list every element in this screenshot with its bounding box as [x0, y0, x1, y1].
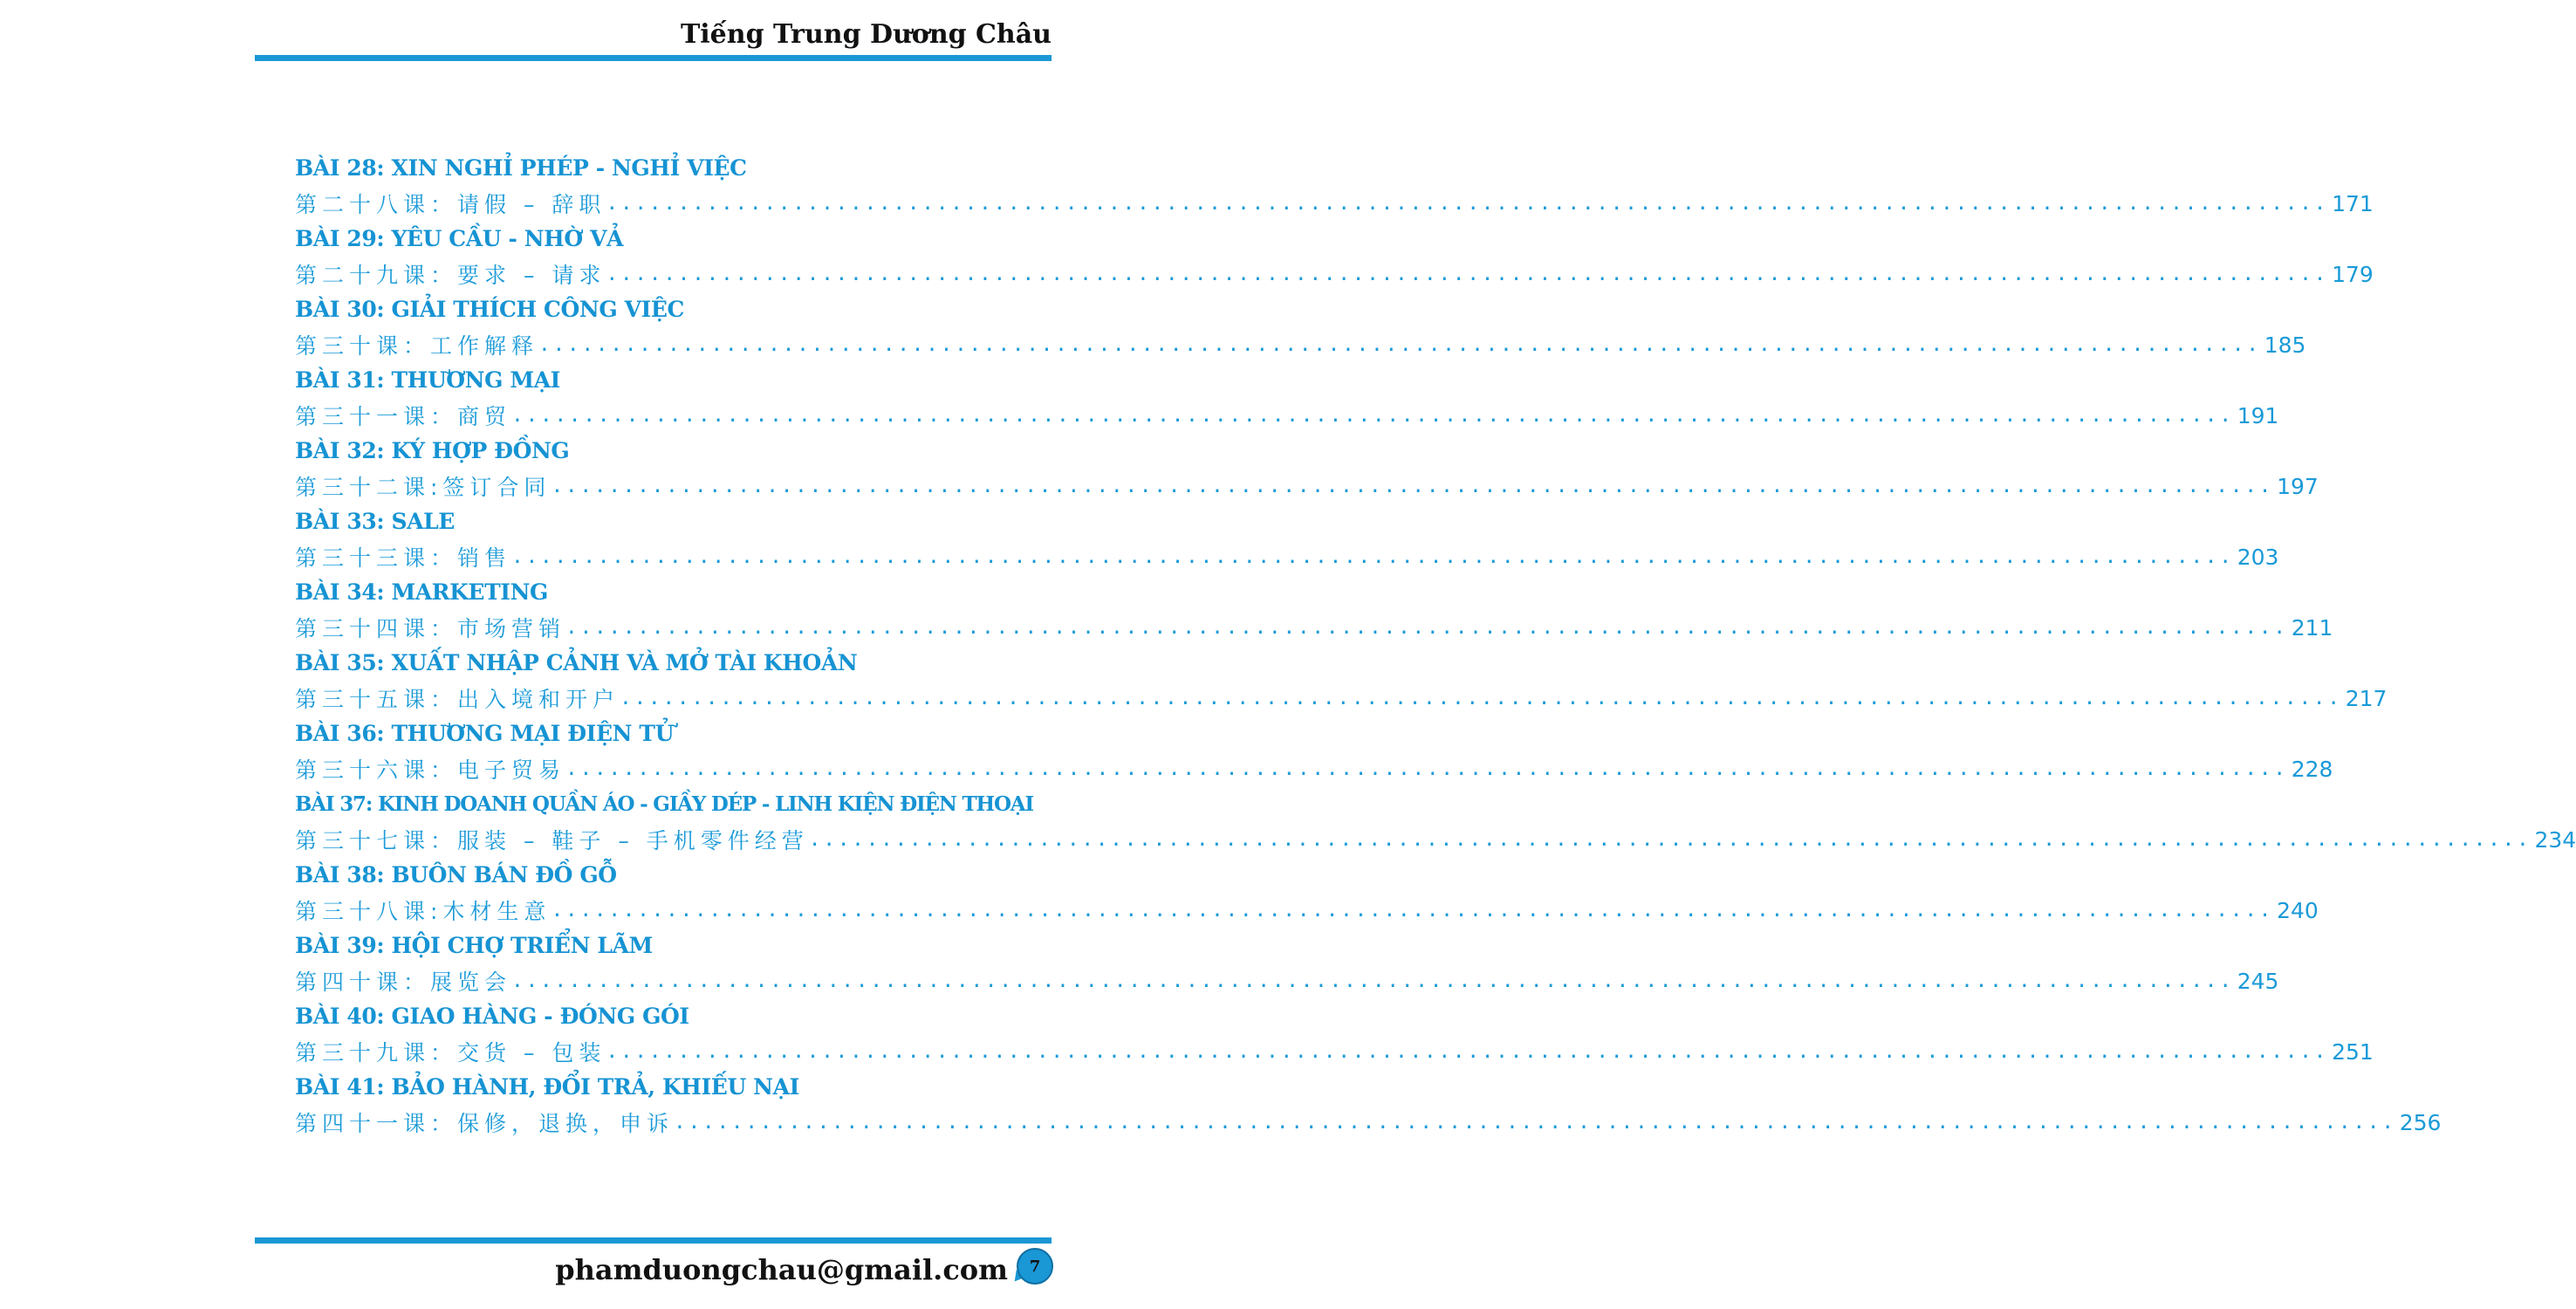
toc-entry [295, 716, 2333, 786]
lesson-title: BÀI 31: THƯƠNG MẠI [295, 367, 560, 393]
toc-entry [295, 221, 2374, 291]
toc-entry [295, 433, 2319, 504]
lesson-chinese-line [295, 893, 2319, 928]
footer-rule [255, 1237, 1052, 1244]
dot-leader: ........................................................................................................................ [606, 192, 2329, 215]
dot-leader: ........................................................................................................................ [620, 687, 2342, 709]
dot-leader: ........................................................................................................................ [551, 475, 2274, 497]
page-number: 203 [2237, 544, 2279, 570]
toc-entry [295, 504, 2279, 574]
dot-leader: ........................................................................................................................ [674, 1111, 2396, 1134]
page-number: 256 [2399, 1109, 2442, 1135]
page-number: 185 [2264, 332, 2306, 358]
lesson-chinese-title: 第四十一课：保修，退换，申诉 [295, 1111, 675, 1136]
lesson-chinese-line [295, 822, 2576, 857]
lesson-title: BÀI 34: MARKETING [295, 579, 548, 605]
footer-email: phamduongchau@gmail.com [555, 1253, 1008, 1286]
lesson-title: BÀI 32: KÝ HỢP ĐỒNG [295, 438, 570, 463]
lesson-chinese-title: 第二十九课：要求 – 请求 [295, 263, 606, 288]
lesson-title: BÀI 39: HỘI CHỢ TRIỂN LÃM [295, 933, 653, 958]
header-rule [255, 55, 1052, 61]
page-number: 197 [2277, 473, 2319, 499]
lesson-chinese-line [295, 469, 2319, 504]
lesson-chinese-line [295, 257, 2374, 291]
page-number: 245 [2237, 968, 2279, 994]
lesson-chinese-title: 第三十四课：市场营销 [295, 616, 566, 641]
page-number: 240 [2277, 897, 2319, 923]
dot-leader: ........................................................................................................................ [511, 404, 2234, 427]
dot-leader: ........................................................................................................................ [565, 757, 2288, 780]
lesson-title: BÀI 36: THƯƠNG MẠI ĐIỆN TỬ [295, 721, 674, 746]
toc-entry [295, 291, 2306, 362]
toc-entry [295, 150, 2374, 221]
page-number: 234 [2534, 826, 2576, 853]
toc-entry [295, 857, 2319, 928]
dot-leader: ........................................................................................................................ [511, 545, 2234, 568]
lesson-chinese-line [295, 681, 2388, 716]
lesson-chinese-title: 第三十九课：交货 – 包装 [295, 1040, 606, 1066]
lesson-chinese-title: 第三十六课：电子贸易 [295, 757, 566, 783]
lesson-title: BÀI 29: YÊU CẦU - NHỜ VẢ [295, 226, 624, 251]
lesson-chinese-title: 第三十七课：服装 – 鞋子 – 手机零件经营 [295, 828, 809, 853]
lesson-chinese-title: 第二十八课：请假 – 辞职 [295, 192, 606, 217]
dot-leader: ........................................................................................................................ [606, 1040, 2329, 1063]
dot-leader: ........................................................................................................................ [511, 970, 2234, 992]
toc-entry [295, 574, 2333, 645]
lesson-title: BÀI 41: BẢO HÀNH, ĐỔI TRẢ, KHIẾU NẠI [295, 1074, 799, 1100]
lesson-chinese-title: 第三十三课：销售 [295, 545, 512, 571]
lesson-chinese-line [295, 1034, 2374, 1069]
lesson-title: BÀI 33: SALE [295, 509, 455, 534]
lesson-chinese-line [295, 751, 2333, 786]
lesson-chinese-title: 第三十五课：出入境和开户 [295, 687, 620, 712]
page-number: 179 [2332, 261, 2374, 287]
lesson-title: BÀI 28: XIN NGHỈ PHÉP - NGHỈ VIỆC [295, 155, 747, 181]
page-number: 251 [2332, 1038, 2374, 1065]
lesson-chinese-title: 第三十八课:木材生意 [295, 899, 552, 924]
page-number: 217 [2345, 685, 2388, 711]
dot-leader: ........................................................................................................................ [565, 616, 2288, 639]
lesson-chinese-title: 第三十一课：商贸 [295, 404, 512, 429]
lesson-chinese-title: 第三十课：工作解释 [295, 333, 539, 359]
dot-leader: ........................................................................................................................ [538, 333, 2261, 356]
dot-leader: ........................................................................................................................ [551, 899, 2274, 922]
page-number: 171 [2332, 190, 2374, 216]
page-number: 191 [2237, 402, 2279, 428]
header-title: Tiếng Trung Dương Châu [680, 19, 1052, 50]
toc-entry [295, 998, 2374, 1069]
lesson-chinese-line [295, 539, 2279, 574]
toc-entry [295, 1069, 2442, 1140]
lesson-chinese-line [295, 398, 2279, 433]
lesson-chinese-title: 第三十二课:签订合同 [295, 475, 552, 500]
dot-leader: ........................................................................................................................ [808, 828, 2531, 851]
lesson-chinese-title: 第四十课：展览会 [295, 970, 512, 995]
page-number: 228 [2291, 756, 2333, 782]
toc-entry [295, 786, 2576, 857]
lesson-title: BÀI 37: KINH DOANH QUẦN ÁO - GIẦY DÉP - LINH KIỆN ĐIỆN THOẠI [295, 792, 1033, 816]
lesson-title: BÀI 40: GIAO HÀNG - ĐÓNG GÓI [295, 1004, 689, 1029]
toc-entry [295, 928, 2279, 998]
lesson-title: BÀI 35: XUẤT NHẬP CẢNH VÀ MỞ TÀI KHOẢN [295, 650, 858, 675]
lesson-chinese-line [295, 610, 2333, 645]
table-of-contents [295, 150, 2576, 1140]
lesson-chinese-line [295, 1105, 2442, 1140]
page-number-badge: 7 [1017, 1248, 1053, 1285]
lesson-chinese-line [295, 963, 2279, 998]
lesson-title: BÀI 30: GIẢI THÍCH CÔNG VIỆC [295, 297, 685, 322]
lesson-chinese-line [295, 327, 2306, 362]
lesson-title: BÀI 38: BUÔN BÁN ĐỒ GỖ [295, 862, 617, 888]
lesson-chinese-line [295, 186, 2374, 221]
dot-leader: ........................................................................................................................ [606, 263, 2329, 285]
toc-entry [295, 362, 2279, 433]
toc-entry [295, 645, 2388, 716]
page-number: 211 [2291, 614, 2333, 641]
